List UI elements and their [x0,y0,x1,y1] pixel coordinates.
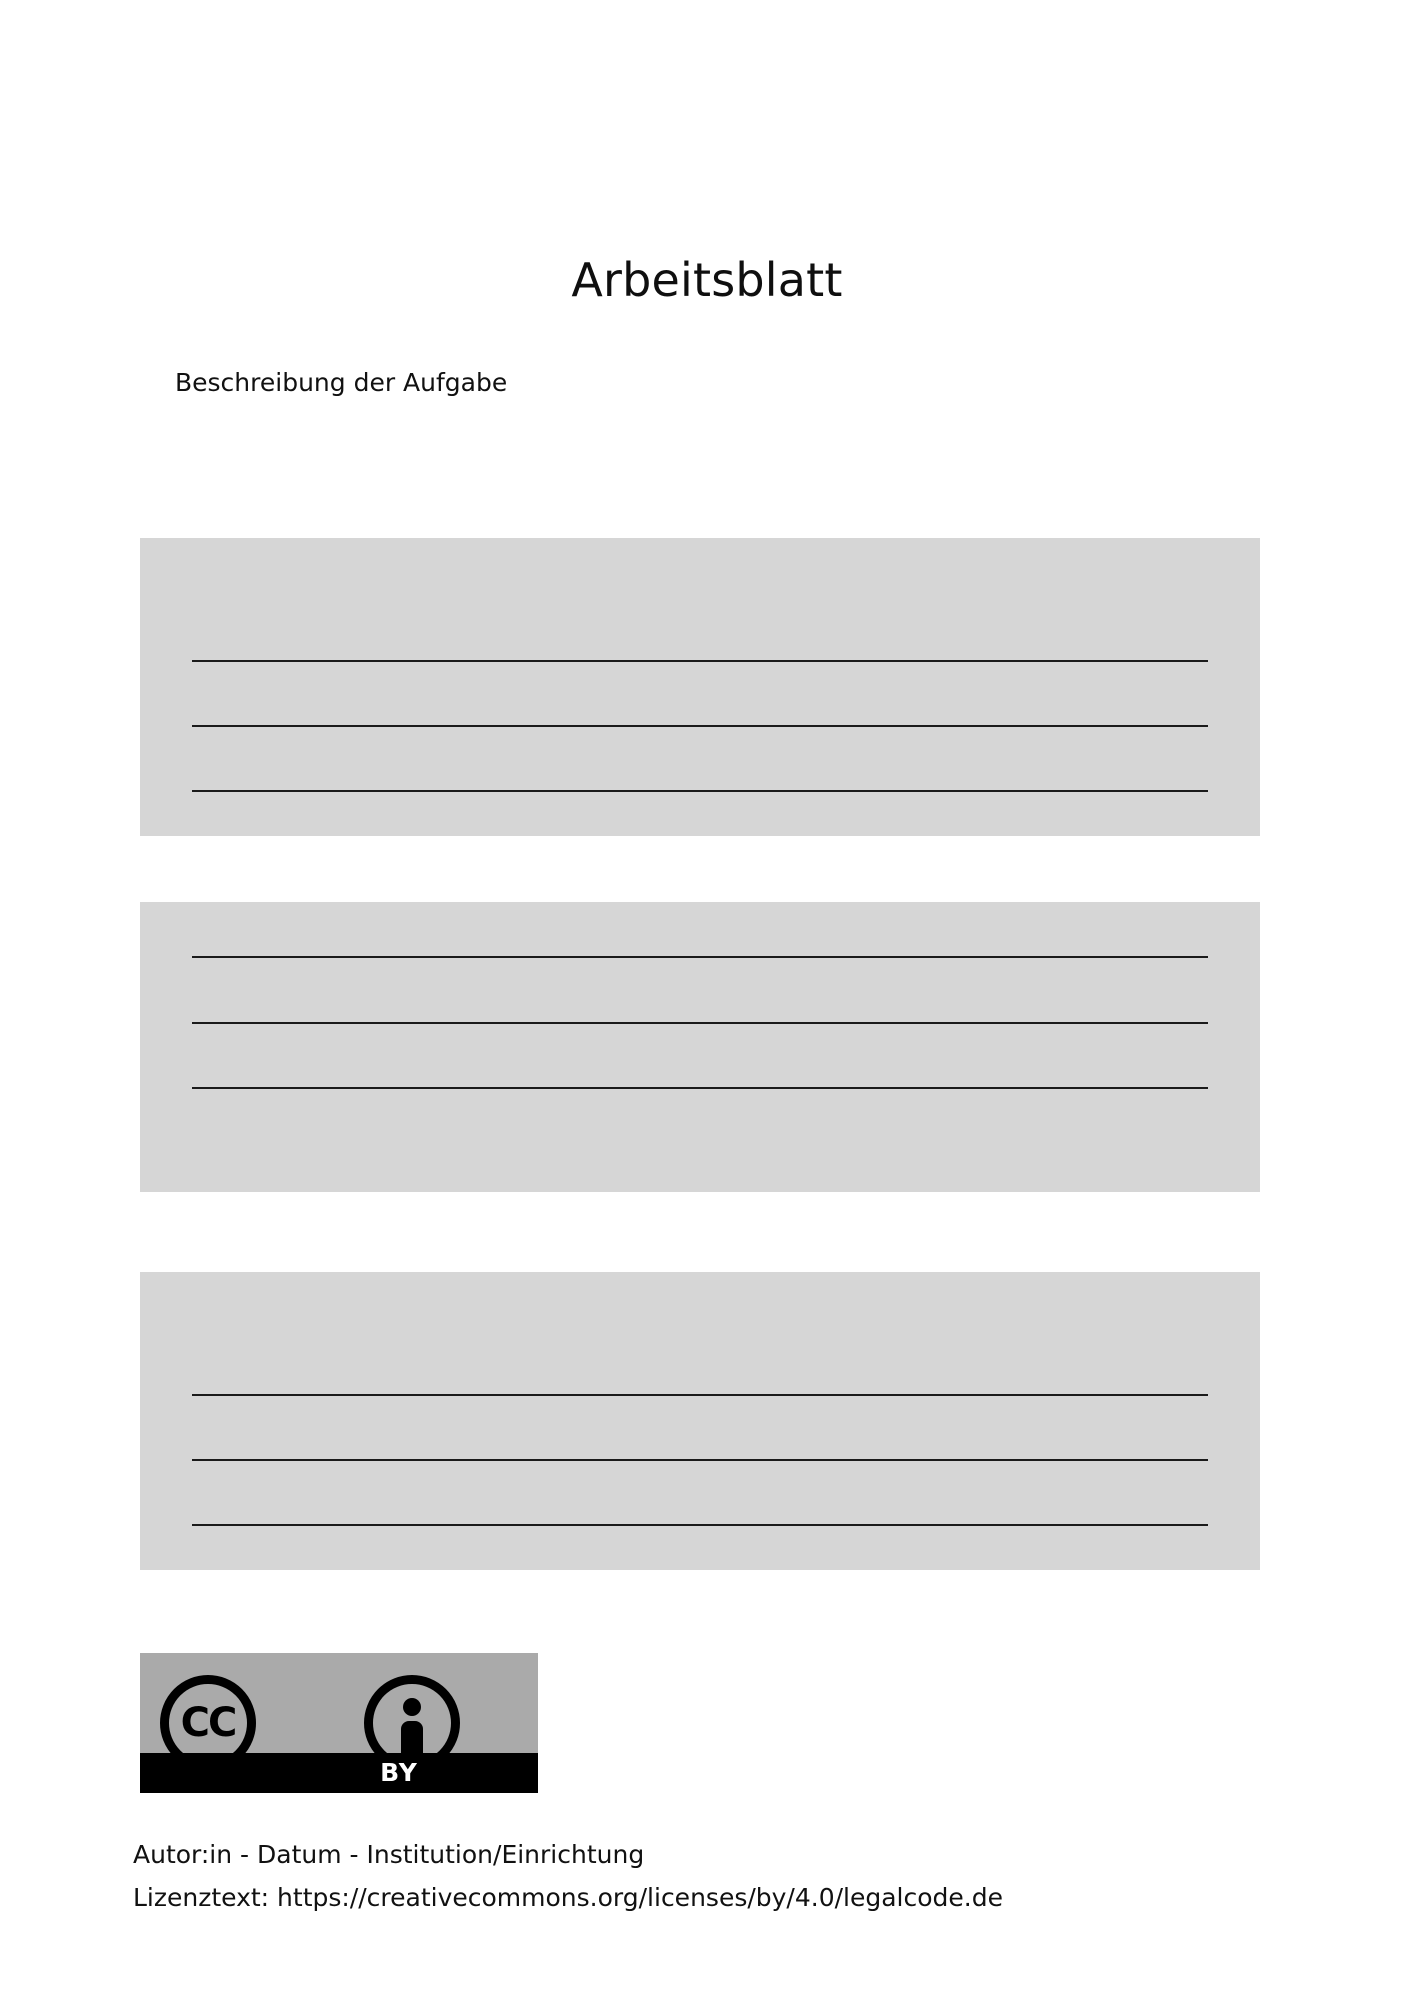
writing-line [192,1524,1208,1526]
footer-credit-line: Autor:in - Datum - Institution/Einrichtung [133,1840,645,1869]
writing-line [192,1459,1208,1461]
person-head-shape [403,1698,421,1716]
footer-license-line: Lizenztext: https://creativecommons.org/licenses/by/4.0/legalcode.de [133,1883,1003,1912]
answer-block-1[interactable] [140,538,1260,836]
writing-line [192,1394,1208,1396]
cc-by-license-badge[interactable] [140,1653,538,1793]
writing-line [192,1087,1208,1089]
creative-commons-icon: CC [160,1675,256,1771]
writing-line [192,790,1208,792]
task-description: Beschreibung der Aufgabe [175,368,508,397]
badge-by-label: BY [380,1758,418,1787]
answer-block-2[interactable] [140,902,1260,1192]
writing-line [192,660,1208,662]
footer [133,1833,1003,1919]
page-title: Arbeitsblatt [571,252,843,307]
writing-line [192,1022,1208,1024]
writing-line [192,725,1208,727]
writing-line [192,956,1208,958]
answer-block-3[interactable] [140,1272,1260,1570]
